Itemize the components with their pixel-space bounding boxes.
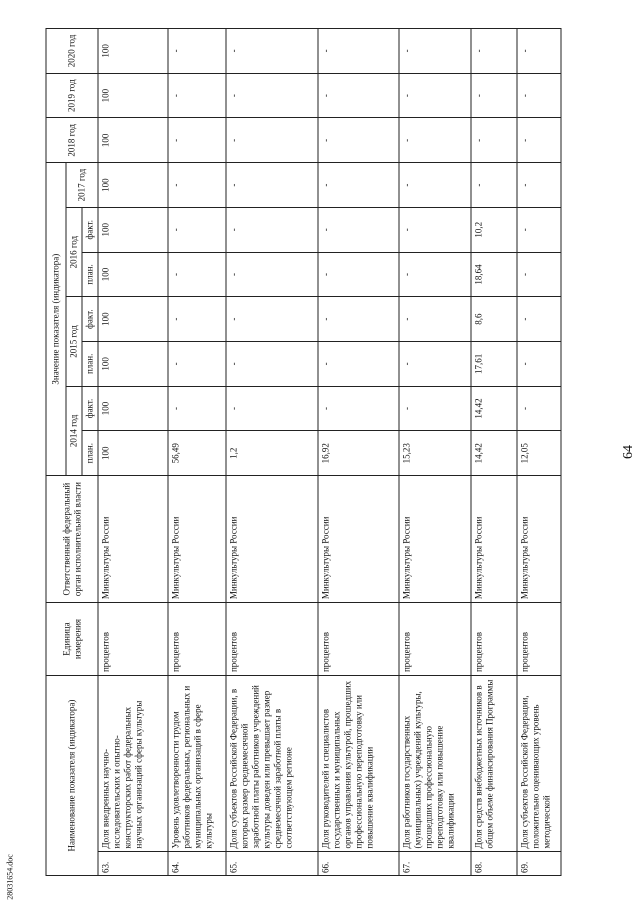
value-2014-fact: - [226, 386, 318, 431]
header-year-2019: 2019 год [46, 73, 98, 118]
unit-cell: процентов [168, 603, 226, 676]
value-2019: - [226, 73, 318, 118]
value-2017: - [517, 163, 561, 208]
value-2015-fact: 8,6 [471, 297, 517, 342]
value-2015-fact: - [226, 297, 318, 342]
header-year-2014: 2014 год [66, 386, 82, 475]
header-unit: Единица измерения [46, 603, 98, 676]
value-2020: - [226, 29, 318, 74]
value-2016-plan: 100 [98, 252, 168, 297]
value-2016-fact: - [318, 207, 399, 252]
unit-cell: процентов [471, 603, 517, 676]
value-2014-plan: 1,2 [226, 431, 318, 476]
value-2015-plan: 17,61 [471, 342, 517, 387]
unit-cell: процентов [226, 603, 318, 676]
value-2020: 100 [98, 29, 168, 74]
value-2020: - [517, 29, 561, 74]
value-2018: - [471, 118, 517, 163]
value-2015-fact: - [318, 297, 399, 342]
value-2016-plan: 18,64 [471, 252, 517, 297]
value-2016-fact: - [399, 207, 471, 252]
value-2014-plan: 56,49 [168, 431, 226, 476]
value-2020: - [318, 29, 399, 74]
value-2016-plan: - [399, 252, 471, 297]
value-2018: - [517, 118, 561, 163]
header-plan-2016: план. [82, 252, 98, 297]
value-2017: - [226, 163, 318, 208]
value-2015-fact: - [168, 297, 226, 342]
row-number: 64. [168, 852, 226, 876]
org-cell: Минкультуры России [399, 476, 471, 603]
value-2016-plan: - [318, 252, 399, 297]
value-2019: - [168, 73, 226, 118]
header-plan-2014: план. [82, 431, 98, 476]
value-2016-plan: - [517, 252, 561, 297]
table-row [471, 29, 517, 876]
org-cell: Минкультуры России [226, 476, 318, 603]
value-2018: 100 [98, 118, 168, 163]
header-fact-2016: факт. [82, 207, 98, 252]
org-cell: Минкультуры России [98, 476, 168, 603]
value-2016-fact: 10,2 [471, 207, 517, 252]
value-2016-fact: 100 [98, 207, 168, 252]
value-2019: - [318, 73, 399, 118]
org-cell: Минкультуры России [168, 476, 226, 603]
footer-doc-code: 28031654.doc [5, 854, 15, 900]
table-row [399, 29, 471, 876]
value-2014-plan: 14,42 [471, 431, 517, 476]
indicators-table [46, 28, 562, 876]
value-2015-fact: - [517, 297, 561, 342]
value-2014-fact: 100 [98, 386, 168, 431]
value-2018: - [168, 118, 226, 163]
header-fact-2014: факт. [82, 386, 98, 431]
table-row [517, 29, 561, 876]
value-2015-plan: - [168, 342, 226, 387]
value-2015-fact: 100 [98, 297, 168, 342]
value-2019: - [471, 73, 517, 118]
value-2015-plan: - [399, 342, 471, 387]
row-number: 66. [318, 852, 399, 876]
value-2019: - [517, 73, 561, 118]
indicator-name: Доля внедренных научно-исследовательских и опытно-конструкторских работ федеральных научных организаций сферы культуры [98, 676, 168, 852]
page-number: 64 [621, 445, 636, 459]
header-fact-2015: факт. [82, 297, 98, 342]
header-year-2020: 2020 год [46, 29, 98, 74]
header-values-group: Значение показателя (индикатора) [46, 163, 66, 476]
header-year-2016: 2016 год [66, 207, 82, 296]
value-2016-fact: - [168, 207, 226, 252]
value-2015-fact: - [399, 297, 471, 342]
table-row [318, 29, 399, 876]
value-2014-fact: - [168, 386, 226, 431]
value-2016-plan: - [168, 252, 226, 297]
value-2017: - [318, 163, 399, 208]
indicator-name: Доля субъектов Российской Федерации, в которых размер среднемесячной заработной платы работников учреждений культуры доведен или превышает размер среднемесячной заработной платы в соответствующем регионе [226, 676, 318, 852]
unit-cell: процентов [318, 603, 399, 676]
row-number: 65. [226, 852, 318, 876]
value-2014-fact: - [399, 386, 471, 431]
value-2014-plan: 100 [98, 431, 168, 476]
indicator-name: Доля руководителей и специалистов государственных и муниципальных органов управления культурой, прошедших профессиональную переподготовку или повышение квалификации [318, 676, 399, 852]
value-2014-fact: - [318, 386, 399, 431]
indicator-name: Доля работников государственных (муниципальных) учреждений культуры, прошедших профессиональную переподготовку или повышение квалификации [399, 676, 471, 852]
table-row [98, 29, 168, 876]
value-2018: - [226, 118, 318, 163]
value-2015-plan: - [517, 342, 561, 387]
org-cell: Минкультуры России [318, 476, 399, 603]
value-2016-fact: - [517, 207, 561, 252]
value-2019: 100 [98, 73, 168, 118]
value-2014-fact: 14,42 [471, 386, 517, 431]
value-2018: - [318, 118, 399, 163]
value-2017: - [471, 163, 517, 208]
value-2014-plan: 16,92 [318, 431, 399, 476]
indicator-name: Доля субъектов Российской Федерации, положительно оценивающих уровень методической [517, 676, 561, 852]
value-2015-plan: - [226, 342, 318, 387]
row-number: 63. [98, 852, 168, 876]
header-year-2018: 2018 год [46, 118, 98, 163]
value-2020: - [168, 29, 226, 74]
header-indicator-name: Наименование показателя (индикатора) [46, 676, 98, 876]
value-2014-plan: 12,05 [517, 431, 561, 476]
value-2018: - [399, 118, 471, 163]
table-row [168, 29, 226, 876]
indicator-name: Доля средств внебюджетных источников в общем объеме финансирования Программы [471, 676, 517, 852]
value-2014-fact: - [517, 386, 561, 431]
header-year-2015: 2015 год [66, 297, 82, 386]
value-2017: - [168, 163, 226, 208]
value-2017: - [399, 163, 471, 208]
value-2020: - [399, 29, 471, 74]
table-row [226, 29, 318, 876]
row-number: 68. [471, 852, 517, 876]
value-2020: - [471, 29, 517, 74]
unit-cell: процентов [517, 603, 561, 676]
org-cell: Минкультуры России [471, 476, 517, 603]
value-2017: 100 [98, 163, 168, 208]
value-2015-plan: 100 [98, 342, 168, 387]
value-2016-plan: - [226, 252, 318, 297]
indicator-name: Уровень удовлетворенности трудом работников федеральных, региональных и муниципальных организаций в сфере культуры [168, 676, 226, 852]
row-number: 69. [517, 852, 561, 876]
row-number: 67. [399, 852, 471, 876]
header-plan-2015: план. [82, 342, 98, 387]
value-2019: - [399, 73, 471, 118]
unit-cell: процентов [399, 603, 471, 676]
header-year-2017: 2017 год [66, 163, 98, 208]
value-2014-plan: 15,23 [399, 431, 471, 476]
unit-cell: процентов [98, 603, 168, 676]
rotated-table-container [46, 28, 595, 876]
header-responsible-org: Ответственный федеральный орган исполнительной власти [46, 476, 98, 603]
org-cell: Минкультуры России [517, 476, 561, 603]
value-2016-fact: - [226, 207, 318, 252]
value-2015-plan: - [318, 342, 399, 387]
